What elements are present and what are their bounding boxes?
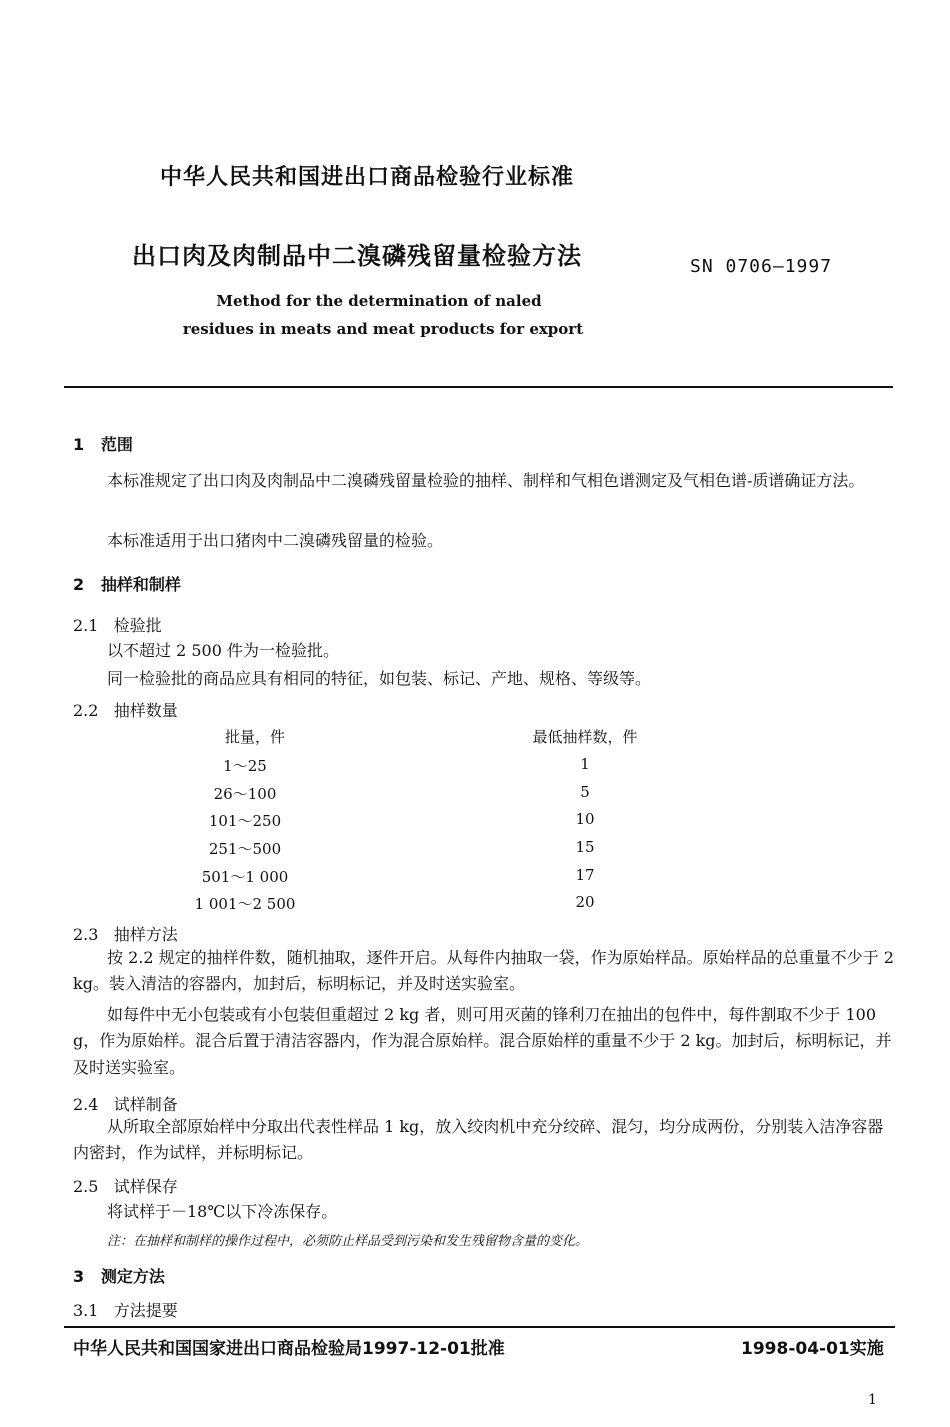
table-cell-batch-size: 26～100 xyxy=(213,785,277,803)
subsection-2-1-paragraph-2: 同一检验批的商品应具有相同的特征，如包装、标记、产地、规格、等级等。 xyxy=(107,669,652,688)
effective-date: 1998-04-01实施 xyxy=(741,1339,884,1359)
subsection-number: 2.3 xyxy=(73,925,99,944)
section-1-heading xyxy=(73,432,133,455)
section-3-heading xyxy=(73,1264,165,1287)
subsection-title: 抽样方法 xyxy=(113,925,178,944)
subsection-2-5-heading xyxy=(73,1174,178,1197)
subsection-2-3-heading xyxy=(73,922,178,945)
table-cell-min-samples: 17 xyxy=(575,866,595,884)
subsection-number: 2.2 xyxy=(73,701,99,720)
subsection-title: 试样保存 xyxy=(113,1177,178,1196)
section-number: 1 xyxy=(73,435,85,454)
footer-divider xyxy=(64,1326,895,1328)
standard-code: SN 0706—1997 xyxy=(690,256,833,277)
subsection-2-3-paragraph-1: 按 2.2 规定的抽样件数，随机抽取，逐件开启。从每件内抽取一袋，作为原始样品。原始样品的总重量不少于 2 kg。装入清洁的容器内，加封后，标明标记，并及时送实验室。 xyxy=(73,948,894,994)
table-cell-min-samples: 1 xyxy=(580,755,590,773)
table-cell-batch-size: 251～500 xyxy=(208,840,282,858)
sampling-note: 注：在抽样和制样的操作过程中，必须防止样品受到污染和发生残留物含量的变化。 xyxy=(107,1234,589,1249)
section-title: 测定方法 xyxy=(100,1267,165,1286)
subsection-2-3-paragraph-2: 如每件中无小包装或有小包装但重超过 2 kg 者，则可用灭菌的锋利刀在抽出的包件中，每件割取不少于 100 g，作为原始样。混合后置于清洁容器内，作为混合原始样。混合原始样的重量不少于 2 kg。加封后，标明标记，并及时送实验室。 xyxy=(73,1005,892,1077)
document-title-en-line2: residues in meats and meat products for export xyxy=(182,320,584,338)
subsection-number: 2.5 xyxy=(73,1177,99,1196)
header-divider xyxy=(64,386,893,388)
subsection-title: 试样制备 xyxy=(113,1095,178,1114)
approval-line: 中华人民共和国国家进出口商品检验局1997-12-01批准 xyxy=(73,1339,505,1359)
subsection-number: 3.1 xyxy=(73,1301,99,1320)
subsection-2-4-heading xyxy=(73,1092,178,1115)
table-cell-batch-size: 101～250 xyxy=(208,812,282,830)
section-number: 3 xyxy=(73,1267,85,1286)
table-cell-batch-size: 1 001～2 500 xyxy=(194,895,296,913)
table-cell-min-samples: 10 xyxy=(575,810,595,828)
subsection-title: 方法提要 xyxy=(113,1301,178,1320)
subsection-2-5-paragraph-1: 将试样于－18℃以下冷冻保存。 xyxy=(107,1202,338,1221)
subsection-2-2-heading xyxy=(73,698,178,721)
table-cell-min-samples: 5 xyxy=(580,783,590,801)
table-cell-batch-size: 501～1 000 xyxy=(201,868,289,886)
subsection-number: 2.4 xyxy=(73,1095,99,1114)
section-title: 抽样和制样 xyxy=(100,575,181,594)
subsection-title: 检验批 xyxy=(113,616,162,635)
document-title-cn: 出口肉及肉制品中二溴磷残留量检验方法 xyxy=(132,242,582,270)
subsection-title: 抽样数量 xyxy=(113,701,178,720)
page-number: 1 xyxy=(868,1392,877,1408)
subsection-2-1-heading xyxy=(73,613,162,636)
issuing-standard-category: 中华人民共和国进出口商品检验行业标准 xyxy=(160,165,575,190)
section-number: 2 xyxy=(73,575,85,594)
subsection-2-1-paragraph-1: 以不超过 2 500 件为一检验批。 xyxy=(107,641,339,660)
table-header-min-samples: 最低抽样数，件 xyxy=(532,728,638,746)
table-cell-min-samples: 20 xyxy=(575,893,595,911)
document-title-en-line1: Method for the determination of naled xyxy=(216,292,542,310)
table-cell-batch-size: 1～25 xyxy=(223,757,267,775)
subsection-2-4-paragraph-1: 从所取全部原始样中分取出代表性样品 1 kg，放入绞肉机中充分绞碎、混匀，均分成两份，分别装入洁净容器内密封，作为试样，并标明标记。 xyxy=(73,1117,884,1163)
section-1-paragraph-1: 本标准规定了出口肉及肉制品中二溴磷残留量检验的抽样、制样和气相色谱测定及气相色谱-质谱确证方法。 xyxy=(107,471,865,490)
section-2-heading xyxy=(73,572,181,595)
table-cell-min-samples: 15 xyxy=(575,838,595,856)
subsection-3-1-heading xyxy=(73,1298,178,1321)
subsection-number: 2.1 xyxy=(73,616,99,635)
table-header-batch-size: 批量，件 xyxy=(224,728,285,746)
section-title: 范围 xyxy=(100,435,133,454)
section-1-paragraph-2: 本标准适用于出口猪肉中二溴磷残留量的检验。 xyxy=(107,531,444,550)
